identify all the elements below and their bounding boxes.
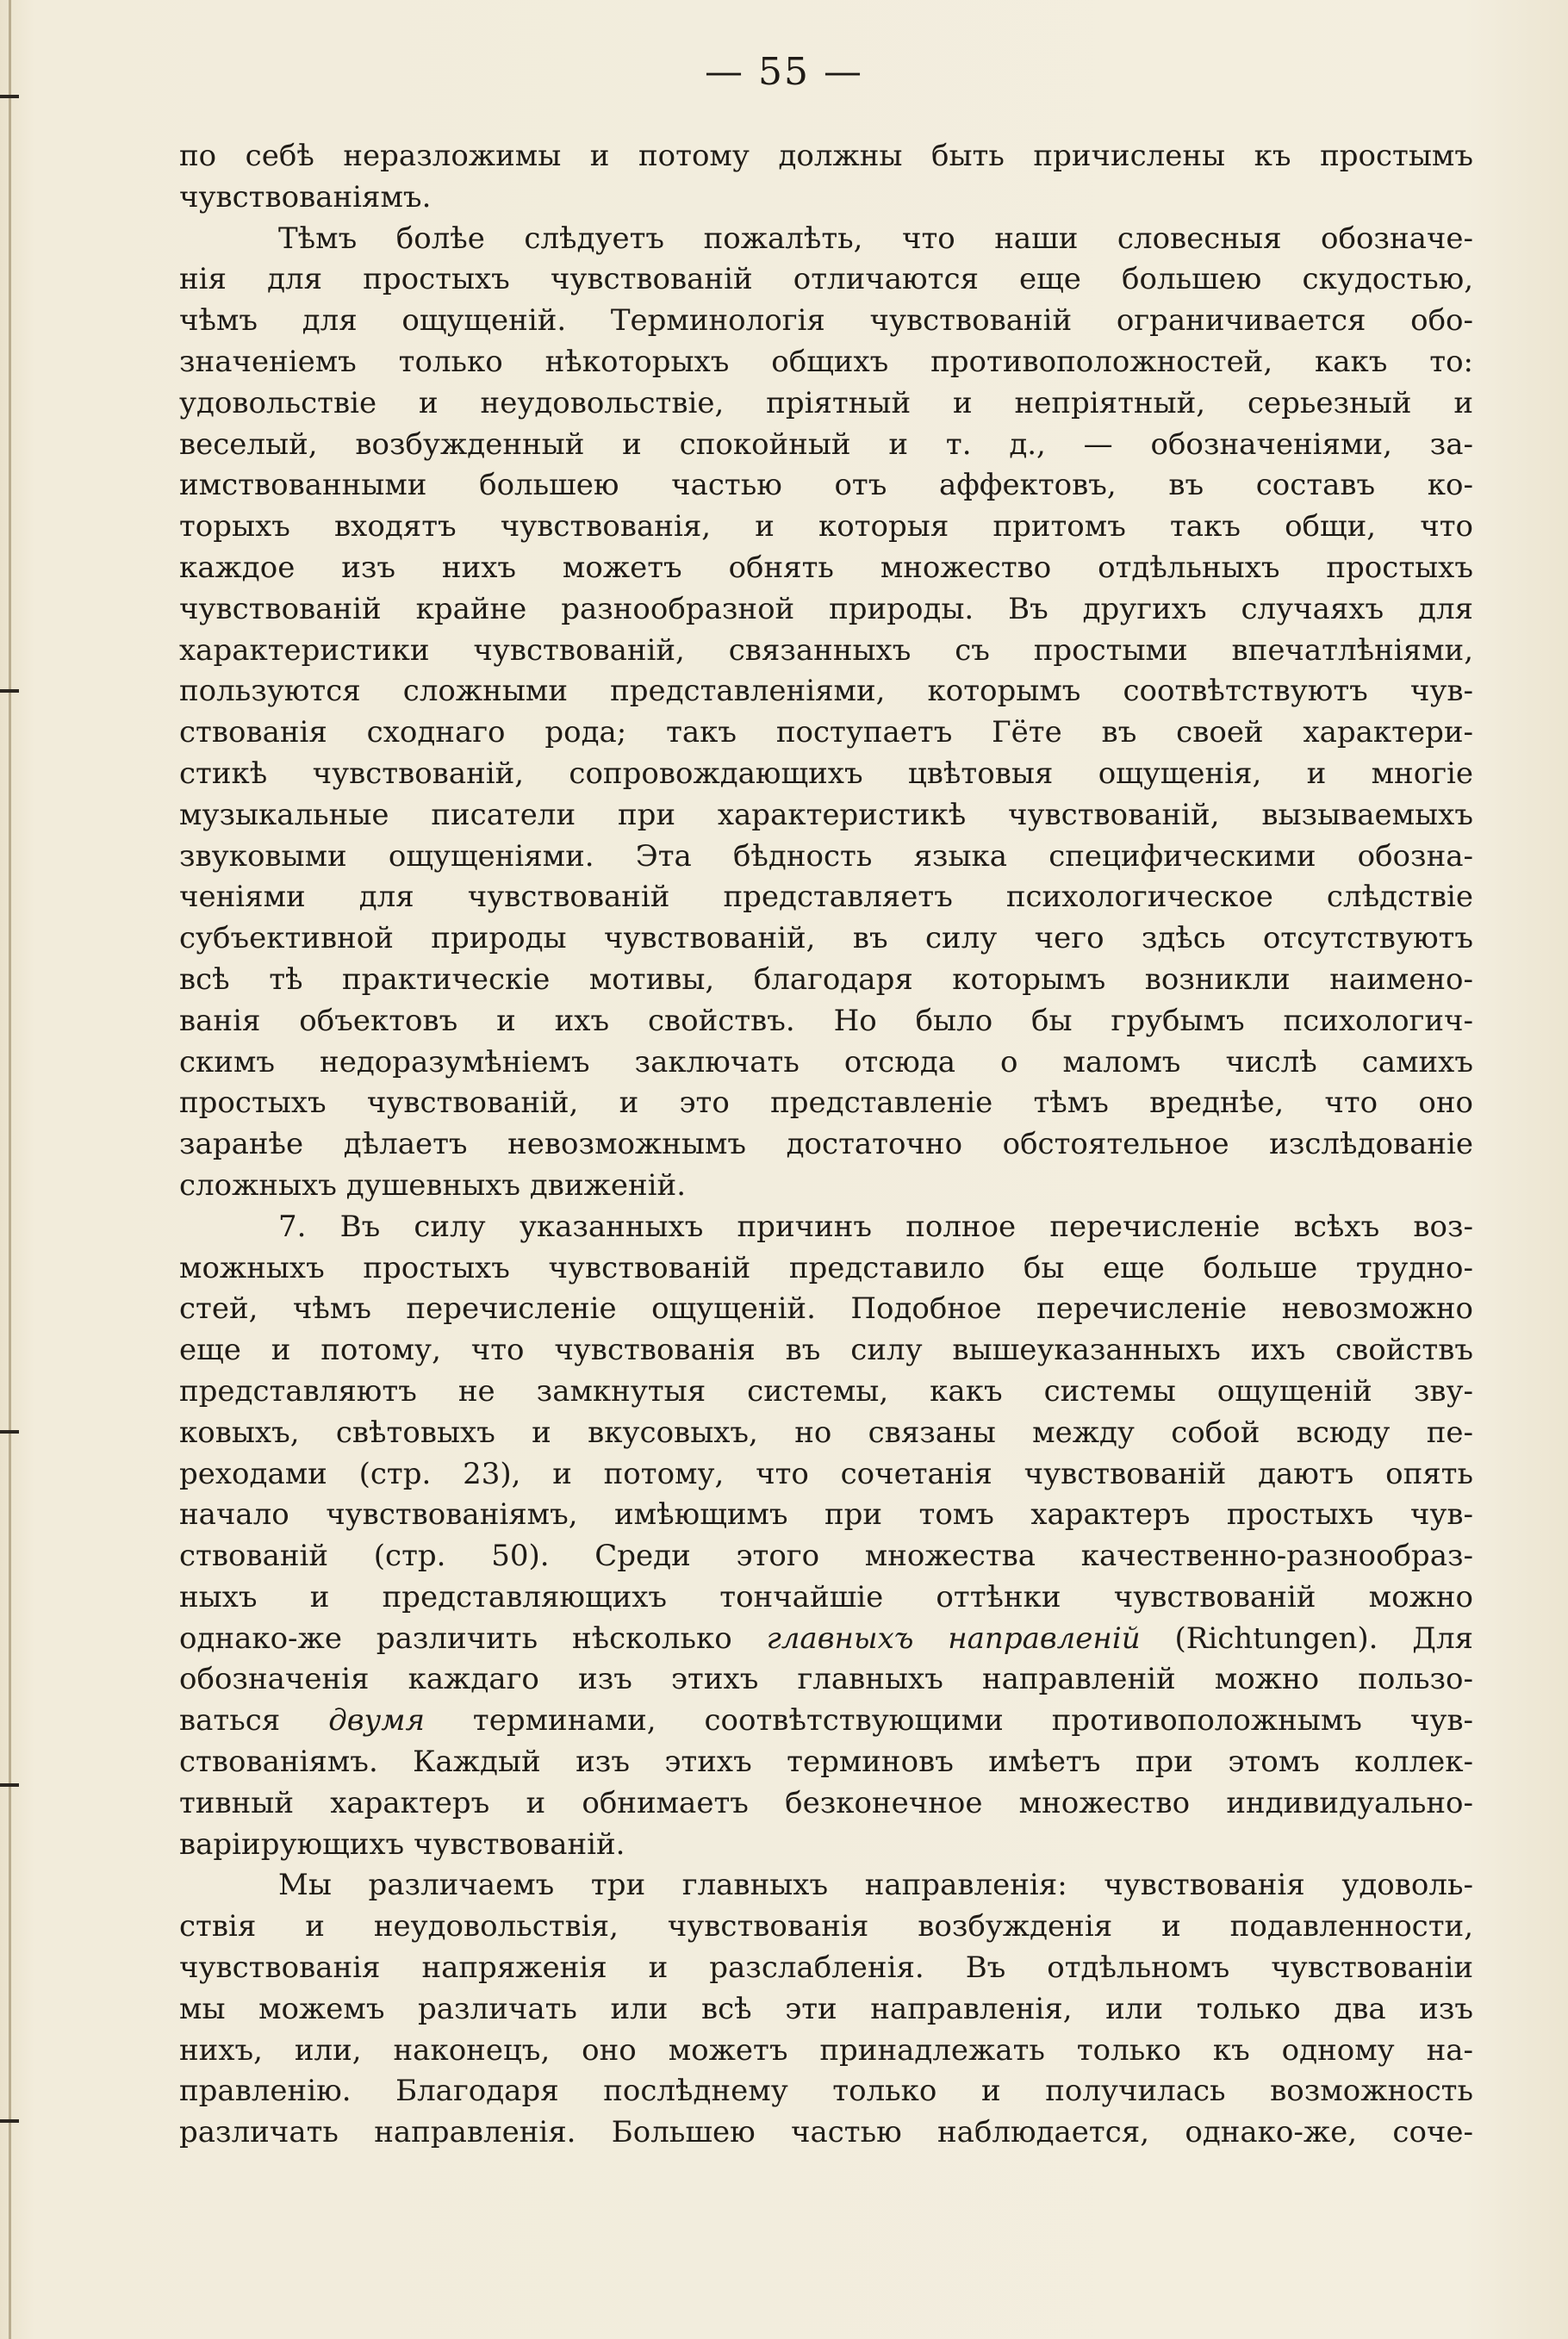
text-line: представляютъ не замкнутыя системы, какъ системы ощущеній зву- <box>179 1373 1473 1409</box>
text-line: начало чувствованіямъ, имѣющимъ при томъ характеръ простыхъ чув- <box>179 1497 1473 1533</box>
binding-mark <box>0 689 19 693</box>
text-line: ствованіямъ. Каждый изъ этихъ терминовъ имѣетъ при этомъ коллек- <box>179 1745 1473 1780</box>
text-line: однако-же различить нѣсколько главныхъ направленій (Richtungen). Для <box>179 1621 1473 1656</box>
text-line: варіирующихъ чувствованій. <box>179 1826 625 1862</box>
text-line: стей, чѣмъ перечисленіе ощущеній. Подобное перечисленіе невозможно <box>179 1291 1473 1327</box>
text-line: тивный характеръ и обнимаетъ безконечное множество индивидуально- <box>179 1785 1473 1820</box>
text-line: удовольствіе и неудовольствіе, пріятный и непріятный, серьезный и <box>179 385 1473 420</box>
text-line: заранѣе дѣлаетъ невозможнымъ достаточно обстоятельное изслѣдованіе <box>179 1127 1473 1162</box>
text-line: чувствованія напряженія и разслабленія. Въ отдѣльномъ чувствованіи <box>179 1950 1473 1986</box>
text-line: имствованными большею частью отъ аффектовъ, въ составъ ко- <box>179 468 1473 503</box>
paragraph <box>179 136 1473 219</box>
text-line: звуковыми ощущеніями. Эта бѣдность языка специфическими обозна- <box>179 838 1473 874</box>
text-line: стикѣ чувствованій, сопровождающихъ цвѣтовыя ощущенія, и многіе <box>179 756 1473 791</box>
text-line: ваться двумя терминами, соотвѣтствующими противоположнымъ чув- <box>179 1703 1474 1739</box>
text-line: каждое изъ нихъ можетъ обнять множество отдѣльныхъ простыхъ <box>179 550 1473 585</box>
text-line: ковыхъ, свѣтовыхъ и вкусовыхъ, но связаны между собой всюду пе- <box>179 1415 1473 1450</box>
text-line: 7. Въ силу указанныхъ причинъ полное перечисленіе всѣхъ воз- <box>278 1209 1473 1244</box>
text-line: ныхъ и представляющихъ тончайшіе оттѣнки чувствованій можно <box>179 1579 1473 1614</box>
text-line: обозначенія каждаго изъ этихъ главныхъ направленій можно пользо- <box>179 1662 1473 1697</box>
paragraph <box>179 219 1473 1207</box>
paragraph <box>179 1207 1473 1866</box>
binding-mark <box>0 95 19 98</box>
text-line: по себѣ неразложимы и потому должны быть причислены къ простымъ <box>179 139 1473 173</box>
binding-mark <box>0 1783 19 1787</box>
text-line: пользуются сложными представленіями, которымъ соотвѣтствуютъ чув- <box>179 674 1473 709</box>
text-line: чувствованій крайне разнообразной природы. Въ другихъ случаяхъ для <box>179 591 1473 626</box>
text-line: ствованій (стр. 50). Среди этого множества качественно-разнообраз- <box>179 1539 1473 1574</box>
text-line: реходами (стр. 23), и потому, что сочетанія чувствованій даютъ опять <box>179 1456 1473 1491</box>
binding-mark <box>0 2119 19 2123</box>
binding-gutter-line <box>9 0 11 2339</box>
page-number: — 55 — <box>705 50 863 94</box>
text-line: нихъ, или, наконецъ, оно можетъ принадлежать только къ одному на- <box>179 2032 1473 2068</box>
text-line: еще и потому, что чувствованія въ силу вышеуказанныхъ ихъ свойствъ <box>179 1333 1473 1368</box>
text-line: простыхъ чувствованій, и это представленіе тѣмъ вреднѣе, что оно <box>179 1086 1473 1121</box>
text-line: правленію. Благодаря послѣднему только и получилась возможность <box>179 2074 1473 2109</box>
text-line: Тѣмъ болѣе слѣдуетъ пожалѣть, что наши словесныя обозначе- <box>278 221 1473 256</box>
text-line: характеристики чувствованій, связанныхъ съ простыми впечатлѣніями, <box>179 632 1473 668</box>
text-line: мы можемъ различать или всѣ эти направленія, или только два изъ <box>179 1991 1473 2026</box>
page-text <box>179 136 1473 2154</box>
text-line: различать направленія. Большею частью наблюдается, однако-же, соче- <box>179 2115 1473 2150</box>
text-line: ствія и неудовольствія, чувствованія возбужденія и подавленности, <box>179 1909 1473 1944</box>
binding-mark <box>0 1430 19 1434</box>
text-line: Мы различаемъ три главныхъ направленія: чувствованія удоволь- <box>278 1868 1473 1903</box>
text-line: всѣ тѣ практическіе мотивы, благодаря которымъ возникли наимено- <box>179 961 1473 997</box>
text-line: чувствованіямъ. <box>179 179 432 215</box>
text-line: ствованія сходнаго рода; такъ поступаетъ Гёте въ своей характери- <box>179 715 1473 750</box>
paragraph <box>179 1865 1473 2154</box>
text-line: музыкальные писатели при характеристикѣ чувствованій, вызываемыхъ <box>179 797 1473 832</box>
text-line: значеніемъ только нѣкоторыхъ общихъ противоположностей, какъ то: <box>179 344 1473 379</box>
text-line: веселый, возбужденный и спокойный и т. д., — обозначеніями, за- <box>179 426 1473 462</box>
text-line: нія для простыхъ чувствованій отличаются еще большею скудостью, <box>179 262 1473 297</box>
text-line: ченіями для чувствованій представляетъ психологическое слѣдствіе <box>179 880 1473 915</box>
text-line: сложныхъ душевныхъ движеній. <box>179 1167 687 1203</box>
text-line: торыхъ входятъ чувствованія, и которыя притомъ такъ общи, что <box>179 509 1473 544</box>
text-line: можныхъ простыхъ чувствованій представило бы еще больше трудно- <box>179 1250 1473 1285</box>
text-line: скимъ недоразумѣніемъ заключать отсюда о маломъ числѣ самихъ <box>179 1044 1473 1079</box>
text-line: субъективной природы чувствованій, въ силу чего здѣсь отсутствуютъ <box>179 921 1473 956</box>
text-line: ванія объектовъ и ихъ свойствъ. Но было бы грубымъ психологич- <box>179 1003 1473 1038</box>
text-line: чѣмъ для ощущеній. Терминологія чувствованій ограничивается обо- <box>179 303 1473 339</box>
